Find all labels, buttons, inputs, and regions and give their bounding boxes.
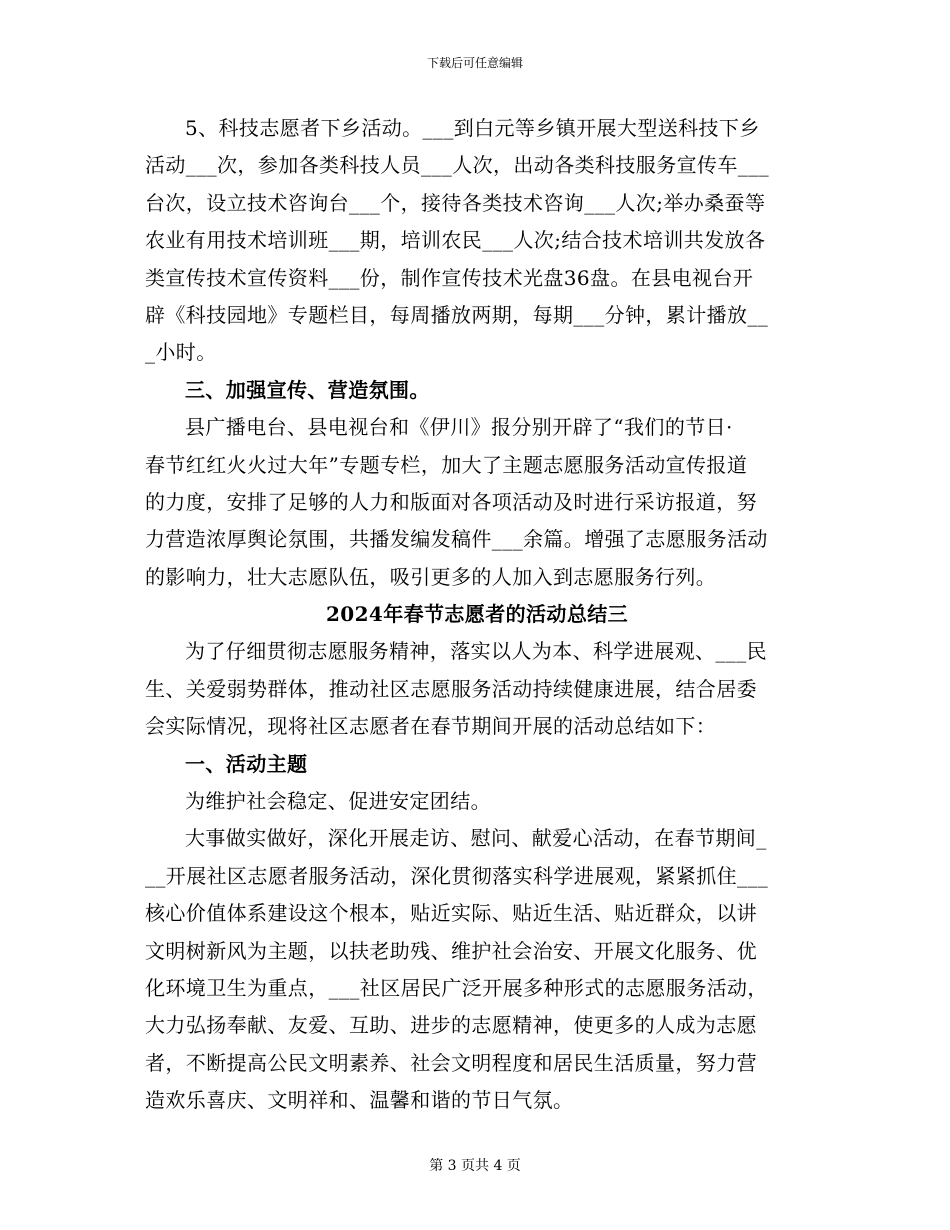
text-line: 台次，设立技术咨询台___个，接待各类技术咨询___人次;举办桑蚕等	[145, 190, 766, 215]
text-line: 核心价值体系建设这个根本，贴近实际、贴近生活、贴近群众，以讲	[145, 901, 757, 926]
text-line: 为维护社会稳定、促进安定团结。	[185, 789, 491, 814]
text-line: 的力度，安排了足够的人力和版面对各项活动及时进行采访报道，努	[145, 489, 757, 514]
text-line: 类宣传技术宣传资料___份，制作宣传技术光盘36盘。在县电视台开	[145, 265, 754, 290]
text-line: 5、科技志愿者下乡活动。___到白元等乡镇开展大型送科技下乡	[185, 116, 760, 140]
text-line: 春节红红火火过大年”专题专栏，加大了主题志愿服务活动宣传报道	[145, 452, 748, 477]
text-line: 2024年春节志愿者的活动总结三	[325, 602, 629, 627]
text-line: 农业有用技术培训班___期，培训农民___人次;结合技术培训共发放各	[145, 228, 766, 253]
text-line: 力营造浓厚舆论氛围，共播发编发稿件___余篇。增强了志愿服务活动	[145, 527, 768, 552]
text-line: 造欢乐喜庆、文明祥和、温馨和谐的节日气氛。	[145, 1088, 574, 1113]
text-line: 三、加强宣传、营造氛围。	[185, 377, 430, 402]
page-header: 下载后可任意编辑	[426, 56, 523, 70]
document-body	[145, 110, 809, 1120]
text-line: 大事做实做好，深化开展走访、慰问、献爱心活动，在春节期间_	[185, 826, 767, 851]
text-line: _小时。	[145, 340, 217, 365]
text-line: 会实际情况，现将社区志愿者在春节期间开展的活动总结如下：	[145, 714, 717, 739]
text-line: 者，不断提高公民文明素养、社会文明程度和居民生活质量，努力营	[145, 1050, 757, 1075]
page-footer: 第 3 页共 4 页	[429, 1158, 521, 1174]
text-line: 的影响力，壮大志愿队伍，吸引更多的人加入到志愿服务行列。	[145, 564, 717, 589]
text-line: 活动___次，参加各类科技人员___人次，出动各类科技服务宣传车___	[145, 153, 769, 178]
text-line: 文明树新风为主题，以扶老助残、维护社会治安、开展文化服务、优	[145, 938, 757, 963]
text-line: 化环境卫生为重点，___社区居民广泛开展多种形式的志愿服务活动，	[145, 975, 768, 1000]
text-line: 大力弘扬奉献、友爱、互助、进步的志愿精神，使更多的人成为志愿	[145, 1013, 757, 1038]
text-line: 一、活动主题	[185, 751, 308, 776]
text-line: __开展社区志愿者服务活动，深化贯彻落实科学进展观，紧紧抓住___	[145, 863, 769, 888]
text-line: 县广播电台、县电视台和《伊川》报分别开辟了“我们的节日·	[185, 415, 733, 440]
text-line: 辟《科技园地》专题栏目，每周播放两期，每期___分钟，累计播放__	[145, 302, 769, 327]
text-line: 为了仔细贯彻志愿服务精神，落实以人为本、科学进展观、___民	[185, 639, 767, 664]
text-line: 生、关爱弱势群体，推动社区志愿服务活动持续健康进展，结合居委	[145, 676, 757, 701]
